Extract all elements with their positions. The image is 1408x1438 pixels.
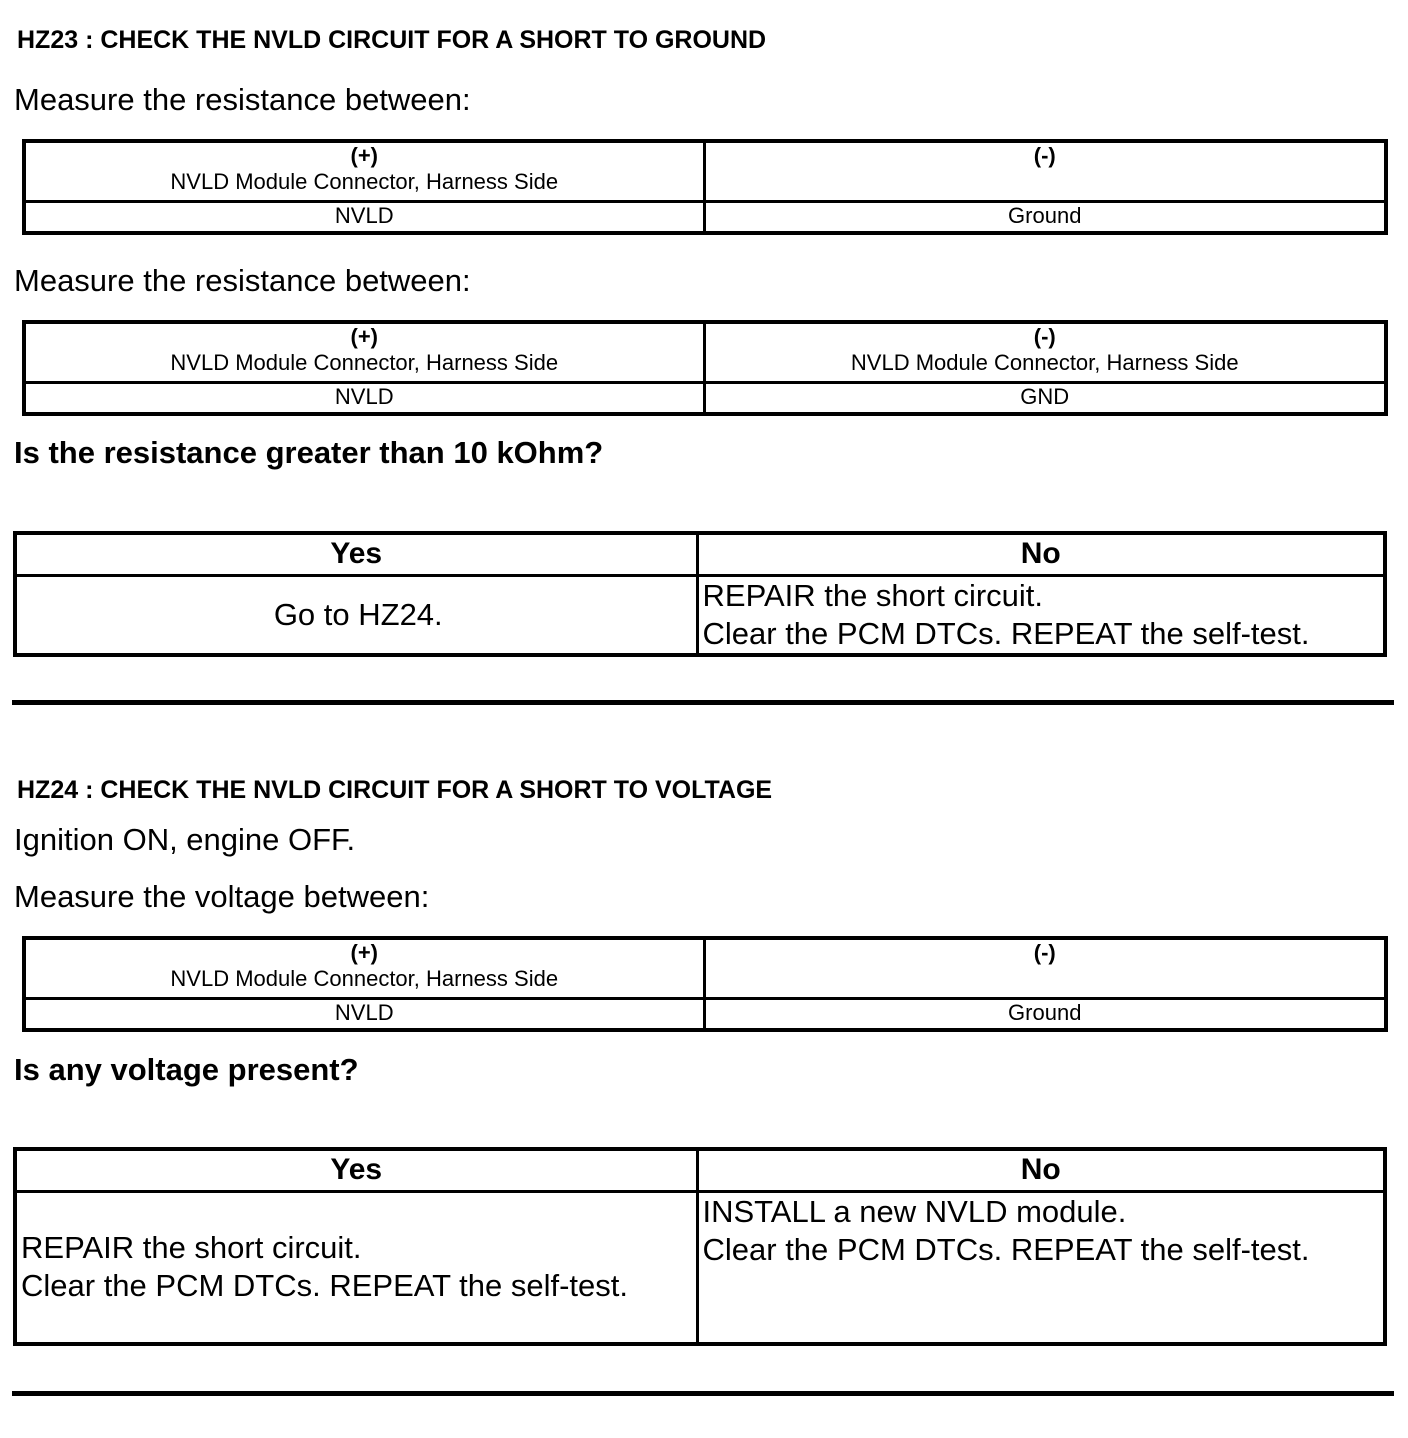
- negative-location: NVLD Module Connector, Harness Side: [850, 350, 1239, 375]
- decision-table: [13, 531, 1387, 657]
- table-row: [24, 322, 1386, 382]
- table-row: [15, 1149, 1385, 1191]
- negative-label: (-): [1033, 143, 1056, 168]
- table-row: [15, 575, 1385, 655]
- negative-label: (-): [1033, 940, 1056, 965]
- no-action-line: REPAIR the short circuit.: [702, 577, 1044, 613]
- instruction-text: Measure the resistance between:: [14, 82, 471, 117]
- instruction-text: Measure the voltage between:: [14, 879, 430, 914]
- no-action-line: Clear the PCM DTCs. REPEAT the self-test.: [702, 615, 1310, 651]
- positive-probe-cell: [24, 322, 704, 382]
- negative-probe-cell: [704, 141, 1386, 201]
- instruction-text: Measure the resistance between:: [14, 263, 471, 298]
- positive-location: NVLD Module Connector, Harness Side: [170, 169, 559, 194]
- yes-header: Yes: [15, 1149, 697, 1191]
- measurement-table: [22, 936, 1388, 1032]
- positive-location: NVLD Module Connector, Harness Side: [170, 966, 559, 991]
- table-row: [24, 998, 1386, 1030]
- measurement-table: [22, 320, 1388, 416]
- positive-location: NVLD Module Connector, Harness Side: [170, 350, 559, 375]
- yes-action-line: Go to HZ24.: [273, 596, 443, 632]
- section-divider: [12, 700, 1394, 705]
- positive-probe-cell: [24, 938, 704, 998]
- positive-probe-cell: [24, 141, 704, 201]
- question-text: Is any voltage present?: [14, 1052, 359, 1087]
- positive-label: (+): [350, 940, 378, 965]
- yes-action-line: Clear the PCM DTCs. REPEAT the self-test.: [21, 1268, 628, 1304]
- negative-probe-cell: [704, 322, 1386, 382]
- negative-pin-cell: GND: [704, 382, 1386, 414]
- no-action-line: INSTALL a new NVLD module.: [702, 1193, 1127, 1229]
- negative-pin-cell: Ground: [704, 201, 1386, 233]
- table-row: [24, 938, 1386, 998]
- positive-pin-cell: NVLD: [24, 998, 704, 1030]
- yes-action-cell: [15, 1191, 697, 1344]
- positive-label: (+): [350, 143, 378, 168]
- section-heading-hz24: HZ24 : CHECK THE NVLD CIRCUIT FOR A SHORT TO VOLTAGE: [17, 776, 773, 804]
- yes-action-cell: [15, 575, 697, 655]
- table-row: [24, 201, 1386, 233]
- table-row: [24, 141, 1386, 201]
- negative-pin-cell: Ground: [704, 998, 1386, 1030]
- no-action-cell: [697, 575, 1385, 655]
- negative-label: (-): [1033, 324, 1056, 349]
- section-divider: [12, 1391, 1394, 1396]
- yes-action-line: REPAIR the short circuit.: [21, 1230, 362, 1266]
- decision-table: [13, 1147, 1387, 1346]
- positive-label: (+): [350, 324, 378, 349]
- no-action-cell: [697, 1191, 1385, 1344]
- question-text: Is the resistance greater than 10 kOhm?: [14, 435, 604, 470]
- table-row: [15, 1191, 1385, 1344]
- negative-probe-cell: [704, 938, 1386, 998]
- section-heading-hz23: HZ23 : CHECK THE NVLD CIRCUIT FOR A SHORT TO GROUND: [17, 26, 767, 54]
- yes-header: Yes: [15, 533, 697, 575]
- table-row: [24, 382, 1386, 414]
- no-header: No: [697, 533, 1385, 575]
- no-header: No: [697, 1149, 1385, 1191]
- precondition-text: Ignition ON, engine OFF.: [14, 822, 356, 857]
- positive-pin-cell: NVLD: [24, 201, 704, 233]
- positive-pin-cell: NVLD: [24, 382, 704, 414]
- measurement-table: [22, 139, 1388, 235]
- table-row: [15, 533, 1385, 575]
- no-action-line: Clear the PCM DTCs. REPEAT the self-test.: [702, 1231, 1310, 1267]
